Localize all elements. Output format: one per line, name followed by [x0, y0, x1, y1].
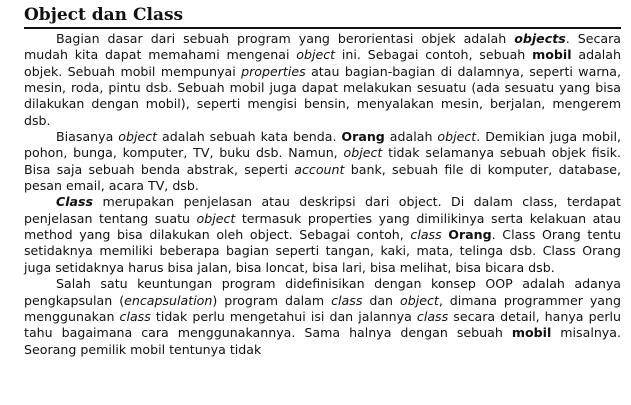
emphasis-text: class: [410, 227, 442, 243]
text-run: ) program dalam: [212, 292, 332, 308]
text-run: . Demikian juga mobil, pohon, bunga, komputer, TV, buku dsb. Namun,: [24, 129, 621, 161]
emphasis-text: object: [118, 129, 158, 145]
emphasis-text: object: [400, 292, 439, 308]
text-run: adalah: [384, 129, 438, 145]
emphasis-text: object: [296, 47, 336, 63]
text-run: ini. Sebagai contoh, sebuah: [335, 47, 533, 63]
text-run: bank, sebuah file di komputer, database, pesan email, acara TV, dsb.: [24, 161, 622, 194]
emphasis-text: mobil: [532, 47, 572, 63]
text-run: Bagian dasar dari sebuah program yang berorientasi objek adalah: [56, 31, 515, 46]
text-run: secara detail, hanya perlu tahu bagaimana cara menggunakannya. Sama halnya dengan sebuah: [24, 308, 621, 341]
text-run: , dimana programmer yang menggunakan: [24, 292, 621, 324]
emphasis-text: object: [196, 210, 236, 226]
emphasis-text: objects: [514, 31, 566, 46]
text-run: Salah satu keuntungan program didefinisikan dengan konsep OOP adalah adanya pengkapsulan (: [24, 276, 621, 308]
text-run: adalah objek. Sebuah mobil mempunyai: [24, 47, 621, 79]
text-run: termasuk properties yang dimilikinya serta kelakuan atau method yang bisa dilakukan oleh object. Sebagai contoh,: [24, 210, 621, 243]
emphasis-text: Orang: [341, 129, 385, 145]
text-run: . Secara mudah kita dapat memahami mengenai: [24, 31, 621, 63]
text-run: . Class Orang tentu setidaknya memiliki beberapa bagian seperti tangan, kaki, mata, telinga dsb. Class Orang juga setidaknya harus bisa jalan, bisa loncat, bisa lari, bisa melihat, bisa bicara dsb.: [24, 227, 621, 275]
emphasis-text: encapsulation: [124, 292, 213, 308]
paragraph-3: [24, 194, 621, 276]
emphasis-text: object: [343, 145, 383, 161]
text-run: misalnya. Seorang pemilik mobil tentunya tidak: [24, 325, 621, 357]
title-underline: [24, 27, 621, 29]
emphasis-text: object: [437, 129, 477, 145]
text-run: atau bagian-bagian di dalamnya, seperti warna, mesin, roda, pintu dsb. Sebuah mobil juga dapat melakukan sesuatu (ada sesuatu yang bisa dilakukan dengan mobil), seperti mengisi bensin, menyalakan mesin, berjalan, mengerem dsb.: [24, 63, 621, 128]
text-run: merupakan penjelasan atau deskripsi dari object. Di dalam class, terdapat penjelasan tentang suatu: [24, 194, 621, 226]
text-run: tidak selamanya sebuah objek fisik. Bisa saja sebuah benda abstrak, seperti: [24, 145, 621, 177]
emphasis-text: class: [416, 308, 449, 324]
emphasis-text: Class: [56, 194, 94, 210]
emphasis-text: account: [294, 161, 345, 177]
paragraph-2: [24, 129, 621, 194]
emphasis-text: class: [331, 292, 363, 308]
text-run: adalah sebuah kata benda.: [157, 129, 342, 145]
emphasis-text: class: [119, 308, 151, 324]
text-run: Biasanya: [56, 129, 119, 145]
body-text: [24, 31, 621, 358]
paragraph-1: [24, 31, 621, 129]
paragraph-4: [24, 276, 621, 358]
text-run: dan: [362, 292, 401, 308]
section-title: Object dan Class: [24, 5, 184, 25]
text-run: tidak perlu mengetahui isi dan jalannya: [150, 308, 417, 324]
emphasis-text: properties: [241, 63, 306, 79]
emphasis-text: Orang: [448, 227, 492, 243]
emphasis-text: mobil: [511, 325, 552, 341]
